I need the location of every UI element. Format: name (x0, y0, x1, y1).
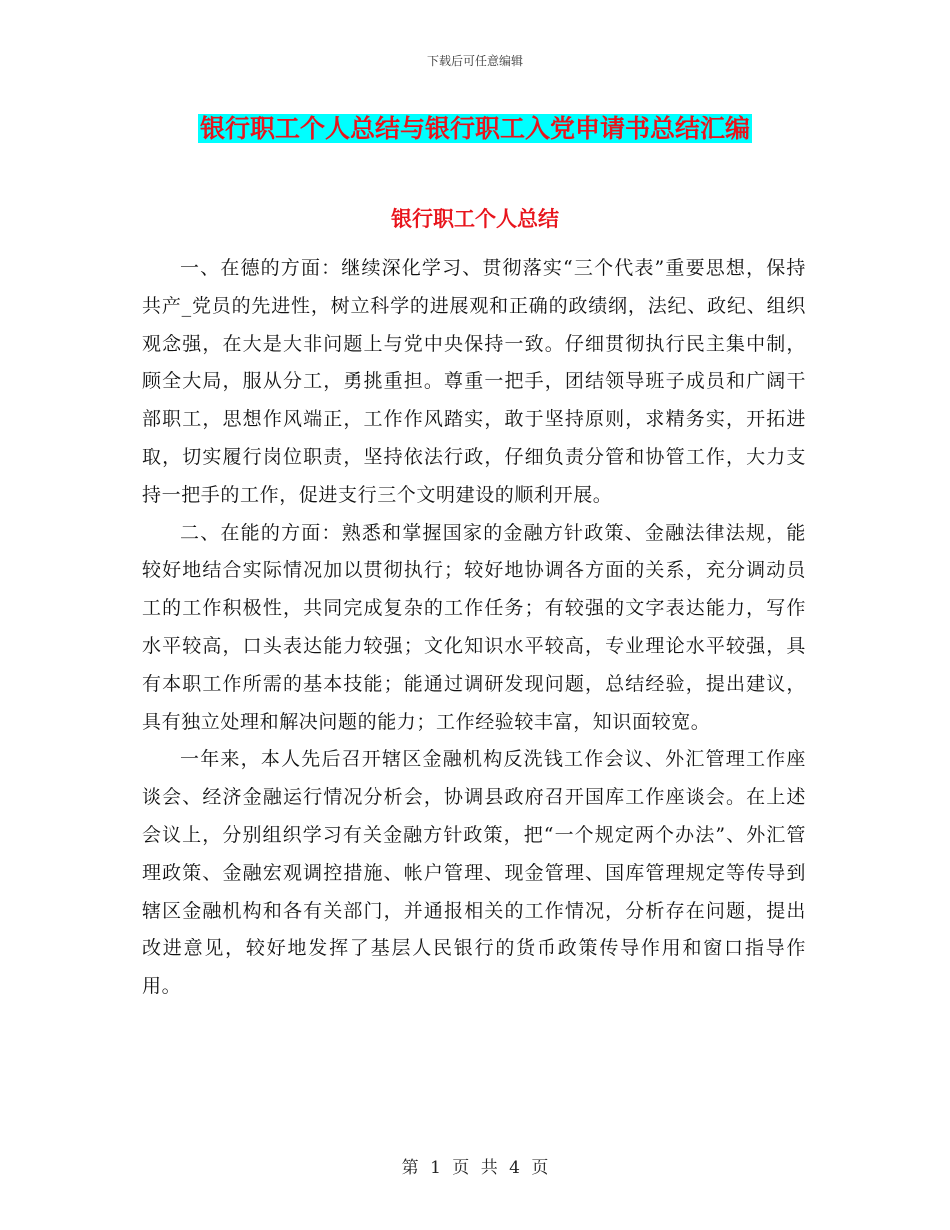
section-title: 银行职工个人总结 (391, 207, 559, 231)
paragraph-year-review: 一年来，本人先后召开辖区金融机构反洗钱工作会议、外汇管理工作座谈会、经济金融运行情况分析会，协调县政府召开国库工作座谈会。在上述会议上，分别组织学习有关金融方针政策，把“一个规定两个办法”、外汇管理政策、金融宏观调控措施、帐户管理、现金管理、国库管理规定等传导到辖区金融机构和各有关部门，并通报相关的工作情况，分析存在问题，提出改进意见，较好地发挥了基层人民银行的货币政策传导作用和窗口指导作用。 (142, 748, 806, 998)
paragraph-ability: 二、在能的方面：熟悉和掌握国家的金融方针政策、金融法律法规，能较好地结合实际情况加以贯彻执行；较好地协调各方面的关系，充分调动员工的工作积极性，共同完成复杂的工作任务；有较强的文字表达能力，写作水平较高，口头表达能力较强；文化知识水平较高，专业理论水平较强，具有本职工作所需的基本技能；能通过调研发现问题，总结经验，提出建议，具有独立处理和解决问题的能力；工作经验较丰富，知识面较宽。 (142, 521, 806, 733)
page-number: 第 1 页 共 4 页 (401, 1158, 549, 1178)
main-title (0, 113, 950, 145)
header-note: 下载后可任意编辑 (426, 54, 523, 68)
paragraph-morality: 一、在德的方面：继续深化学习、贯彻落实“三个代表”重要思想，保持共产_党员的先进性，树立科学的进展观和正确的政绩纲，法纪、政纪、组织观念强，在大是大非问题上与党中央保持一致。仔细贯彻执行民主集中制，顾全大局，服从分工，勇挑重担。尊重一把手，团结领导班子成员和广阔干部职工，思想作风端正，工作作风踏实，敢于坚持原则，求精务实，开拓进取，切实履行岗位职责，坚持依法行政，仔细负责分管和协管工作，大力支持一把手的工作，促进支行三个文明建设的顺利开展。 (142, 257, 806, 506)
main-title-text: 银行职工个人总结与银行职工入党申请书总结汇编 (199, 114, 750, 143)
body-text (142, 250, 806, 1006)
